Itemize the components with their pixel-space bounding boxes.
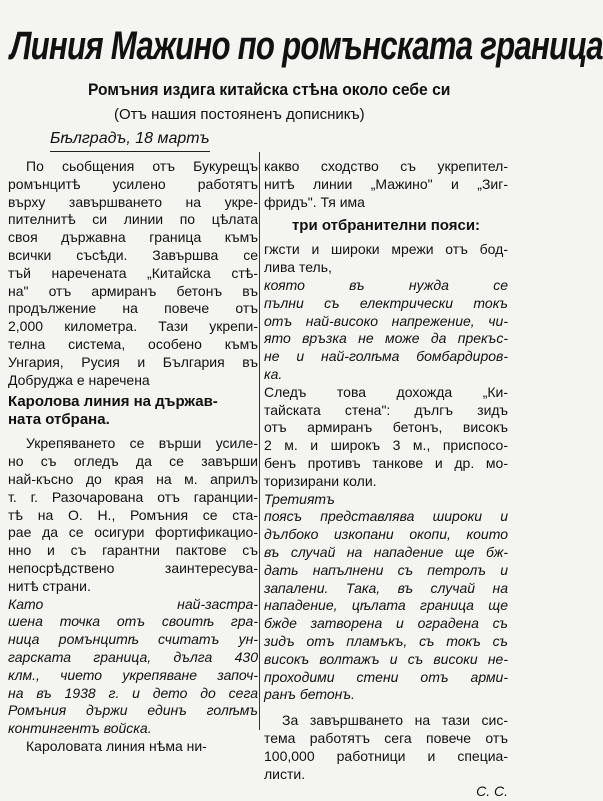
text-line: ната отбрана. bbox=[8, 411, 110, 429]
text-line: продължение на повече отъ bbox=[8, 300, 258, 317]
text-line: тайската стена": дългъ зидъ bbox=[264, 401, 508, 418]
text-line: ка. bbox=[264, 365, 283, 382]
text-line: контингентъ войска. bbox=[8, 720, 152, 737]
left-para-2-italic bbox=[8, 596, 258, 738]
right-para-2-b bbox=[264, 384, 508, 491]
text-line: на" отъ армиранъ бетонъ въ bbox=[8, 282, 258, 299]
text-line: зидъ отъ пламъкъ, съ токъ съ bbox=[264, 632, 508, 649]
text-line: лива тель, bbox=[264, 259, 332, 276]
text-line: Каролова линия на държав- bbox=[8, 393, 218, 411]
text-line: Следъ това дохожда „Ки- bbox=[264, 383, 508, 400]
text-line: гарската граница, дълга 430 bbox=[8, 648, 258, 665]
right-para-3 bbox=[264, 712, 508, 783]
text-line: въ случай на нападение ще бж- bbox=[264, 543, 508, 560]
text-line: Укрепяването се върши усиле- bbox=[26, 435, 258, 452]
text-line: проходими стени отъ арми- bbox=[264, 668, 508, 685]
byline: (Отъ нашия постояненъ дописникъ) bbox=[114, 106, 365, 123]
text-line: своя държавна граница къмъ bbox=[8, 229, 258, 246]
text-line: отъ армиранъ бетонъ, високъ bbox=[264, 419, 508, 436]
text-line: Ромъния държи единъ голѣмъ bbox=[8, 702, 258, 719]
text-line: ято връзка не може да прекъс- bbox=[264, 330, 508, 347]
dateline-rule bbox=[50, 151, 210, 152]
text-line: най-късно до края на м. априлъ bbox=[8, 470, 258, 487]
text-line: всички съсѣди. Завършва се bbox=[8, 246, 258, 263]
text-line: Кароловата линия нѣма ни- bbox=[26, 737, 207, 754]
text-line: нитѣ линии „Мажино" и „Зиг- bbox=[264, 175, 508, 192]
text-line: не и най-голѣма бомбардиров- bbox=[264, 348, 508, 365]
right-para-2-italic-c bbox=[264, 491, 508, 705]
text-line: клм., чието укрепяване започ- bbox=[8, 666, 258, 683]
text-line: т. г. Разочарована отъ гаранции- bbox=[8, 488, 258, 505]
text-line: тема работятъ сега повече отъ bbox=[264, 729, 508, 746]
text-line: пителнитѣ си линии по цѣлата bbox=[8, 211, 258, 228]
subheading-carol-line bbox=[8, 393, 258, 429]
text-line: запалени. Така, въ случай на bbox=[264, 579, 508, 596]
text-line: бенъ противъ танкове и др. мо- bbox=[264, 454, 508, 471]
text-line: тъй наречената „Китайска стѣ- bbox=[8, 264, 258, 281]
text-line: непосрѣдствено заинтересува- bbox=[8, 559, 258, 576]
text-line: нитѣ страни. bbox=[8, 577, 91, 594]
text-line: шена точка отъ своитѣ гра- bbox=[8, 613, 258, 630]
text-line: рае да се осигури фортификацио- bbox=[8, 524, 258, 541]
text-line: дълбоко изкопани окопи, които bbox=[264, 526, 508, 543]
text-line: отъ най-високо напрежение, чи- bbox=[264, 312, 508, 329]
signature: С. С. bbox=[476, 783, 508, 800]
text-line: За завършването на тази сис- bbox=[282, 712, 508, 729]
text-line: но съ огледъ да се завърши bbox=[8, 453, 258, 470]
left-para-3 bbox=[8, 738, 258, 756]
text-line: дать напълнени съ петролъ и bbox=[264, 561, 508, 578]
text-line: 100,000 работници и специа- bbox=[264, 747, 508, 764]
text-line: на въ 1938 г. и дето до сега bbox=[8, 684, 258, 701]
text-line: Унгария, Русия и България въ bbox=[8, 353, 258, 370]
right-para-2-italic-a bbox=[264, 277, 508, 384]
text-line: високъ волтажъ и съ високи не- bbox=[264, 650, 508, 667]
text-line: пълни съ електрически токъ bbox=[264, 294, 508, 311]
text-line: гжсти и широки мрежи отъ бод- bbox=[264, 241, 508, 258]
left-para-2 bbox=[8, 435, 258, 595]
text-line: нападение, цѣлата граница ще bbox=[264, 597, 508, 614]
right-column bbox=[264, 158, 508, 801]
dateline: Бѣлградъ, 18 мартъ bbox=[50, 130, 210, 147]
text-line: Добруджа е наречена bbox=[8, 371, 150, 388]
right-para-1 bbox=[264, 158, 508, 211]
right-para-2-start bbox=[264, 241, 508, 277]
text-line: какво сходство съ укрепител- bbox=[264, 158, 508, 174]
text-line: фридъ". Тя има bbox=[264, 193, 365, 210]
subheading-three-belts: три отбранителни пояси: bbox=[291, 217, 481, 235]
left-para-2-text bbox=[8, 435, 258, 595]
text-line: телна система, особено къмъ bbox=[8, 335, 258, 352]
headline: Линия Мажино по ромънската граница bbox=[10, 24, 603, 68]
left-para-1 bbox=[8, 158, 258, 389]
text-line: Третиятъ bbox=[264, 490, 335, 507]
text-line: листи. bbox=[264, 765, 306, 782]
subheadline: Ромъния издига китайска стѣна около себе си bbox=[88, 80, 451, 99]
text-line: тѣ на О. Н., Ромъния се ста- bbox=[8, 506, 258, 523]
text-line: По сьобщения отъ Букурещъ bbox=[26, 158, 258, 174]
text-line: поясъ представлява широки и bbox=[264, 508, 508, 525]
text-line: ранъ бетонъ. bbox=[264, 686, 355, 703]
text-line: бжде затворена и оградена съ bbox=[264, 615, 508, 632]
text-line: 2,000 километра. Тази укрепи- bbox=[8, 318, 258, 335]
text-line: върху завършването на укре- bbox=[8, 193, 258, 210]
text-line: която въ нужда се bbox=[264, 276, 508, 293]
text-line: нно и съ гарантни пактове съ bbox=[8, 542, 258, 559]
text-line: торизирани коли. bbox=[264, 472, 377, 489]
text-line: ница ромънцитѣ считатъ ун- bbox=[8, 631, 258, 648]
column-divider bbox=[259, 152, 260, 730]
text-line: ромънцитѣ усилено работятъ bbox=[8, 175, 258, 192]
text-line: 2 м. и широкъ 3 м., приспосо- bbox=[264, 437, 508, 454]
left-column bbox=[8, 158, 258, 756]
text-line: Като най-застра- bbox=[8, 595, 258, 612]
